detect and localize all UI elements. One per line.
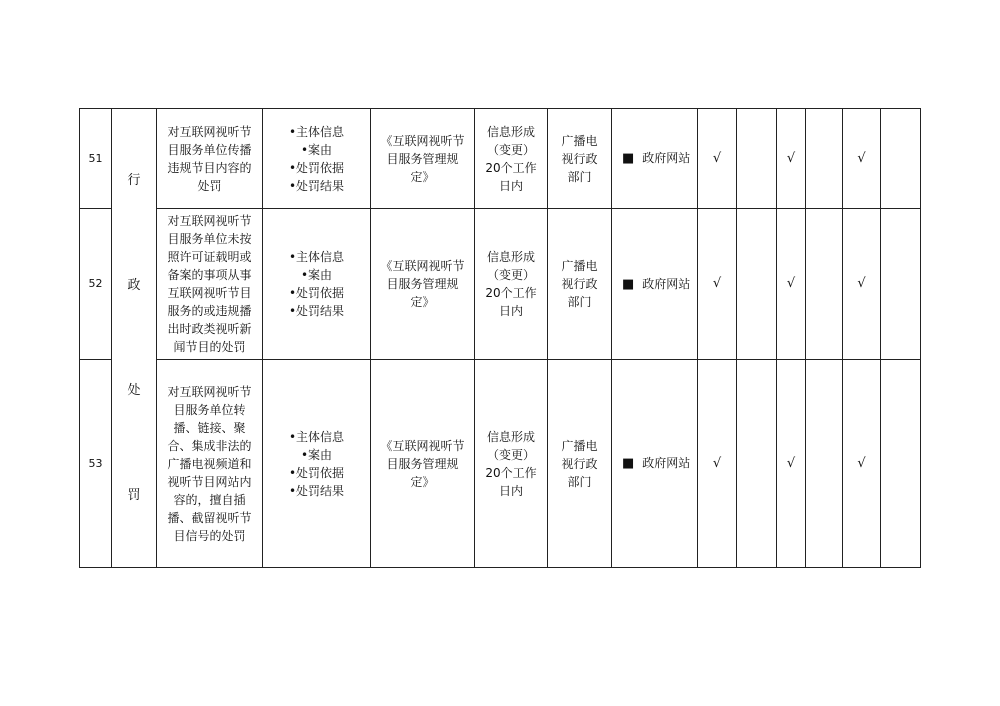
table-row bbox=[80, 360, 921, 568]
legal-basis: 《互联网视听节目服务管理规定》 bbox=[371, 109, 475, 209]
disclosure-item: •处罚依据 bbox=[288, 160, 345, 175]
disclosure-item: •案由 bbox=[300, 447, 333, 462]
legal-basis: 《互联网视听节目服务管理规定》 bbox=[371, 360, 475, 568]
square-bullet-icon: ■ bbox=[622, 456, 635, 471]
disclosure-item: •主体信息 bbox=[288, 250, 345, 264]
disclosure-item: •处罚依据 bbox=[288, 286, 345, 300]
check-cell: √ bbox=[843, 109, 881, 209]
check-cell bbox=[806, 209, 843, 360]
check-cell bbox=[881, 209, 921, 360]
row-number: 53 bbox=[80, 360, 112, 568]
department: 广播电视行政部门 bbox=[548, 109, 612, 209]
category-char: 处 bbox=[127, 382, 141, 398]
disclosure-table bbox=[79, 108, 921, 568]
disclosure-item: •处罚结果 bbox=[288, 304, 345, 318]
disclosure-item: •处罚依据 bbox=[288, 465, 345, 480]
disclosure-items bbox=[263, 360, 371, 568]
legal-basis: 《互联网视听节目服务管理规定》 bbox=[371, 209, 475, 360]
check-cell bbox=[881, 360, 921, 568]
check-cell: √ bbox=[698, 209, 737, 360]
time-limit: 信息形成（变更）20个工作日内 bbox=[475, 360, 548, 568]
time-limit: 信息形成（变更）20个工作日内 bbox=[475, 109, 548, 209]
disclosure-item: •案由 bbox=[300, 142, 333, 157]
check-cell: √ bbox=[777, 360, 806, 568]
row-number: 52 bbox=[80, 209, 112, 360]
channel-cell bbox=[612, 360, 698, 568]
check-cell bbox=[737, 109, 777, 209]
square-bullet-icon: ■ bbox=[622, 151, 635, 166]
check-cell: √ bbox=[777, 209, 806, 360]
check-cell bbox=[737, 209, 777, 360]
check-cell: √ bbox=[777, 109, 806, 209]
category-char: 罚 bbox=[127, 487, 141, 503]
item-description: 对互联网视听节目服务单位转播、链接、聚合、集成非法的广播电视频道和视听节目网站内容的，擅自插播、截留视听节目信号的处罚 bbox=[157, 360, 263, 568]
disclosure-items bbox=[263, 209, 371, 360]
table-row bbox=[80, 109, 921, 209]
check-cell bbox=[806, 109, 843, 209]
table-row bbox=[80, 209, 921, 360]
disclosure-item: •案由 bbox=[300, 268, 333, 282]
disclosure-item: •主体信息 bbox=[288, 429, 345, 444]
disclosure-item: •主体信息 bbox=[288, 124, 345, 139]
check-cell: √ bbox=[843, 360, 881, 568]
channel-cell bbox=[612, 109, 698, 209]
channel-cell bbox=[612, 209, 698, 360]
department: 广播电视行政部门 bbox=[548, 360, 612, 568]
row-number: 51 bbox=[80, 109, 112, 209]
category-char: 行 bbox=[127, 172, 141, 188]
department: 广播电视行政部门 bbox=[548, 209, 612, 360]
check-cell: √ bbox=[698, 109, 737, 209]
disclosure-item: •处罚结果 bbox=[288, 483, 345, 498]
check-cell bbox=[737, 360, 777, 568]
disclosure-items bbox=[263, 109, 371, 209]
disclosure-item: •处罚结果 bbox=[288, 178, 345, 193]
item-description: 对互联网视听节目服务单位传播违规节目内容的处罚 bbox=[157, 109, 263, 209]
time-limit: 信息形成（变更）20个工作日内 bbox=[475, 209, 548, 360]
check-cell bbox=[806, 360, 843, 568]
channel-label: 政府网站 bbox=[642, 456, 691, 470]
check-cell: √ bbox=[698, 360, 737, 568]
square-bullet-icon: ■ bbox=[622, 276, 635, 292]
check-cell bbox=[881, 109, 921, 209]
item-description: 对互联网视听节目服务单位未按照许可证载明或备案的事项从事互联网视听节目服务的或违规播出时政类视听新闻节目的处罚 bbox=[157, 209, 263, 360]
check-cell: √ bbox=[843, 209, 881, 360]
channel-label: 政府网站 bbox=[642, 276, 691, 291]
channel-label: 政府网站 bbox=[642, 151, 691, 165]
category-char: 政 bbox=[127, 277, 141, 293]
category-cell bbox=[112, 109, 157, 568]
